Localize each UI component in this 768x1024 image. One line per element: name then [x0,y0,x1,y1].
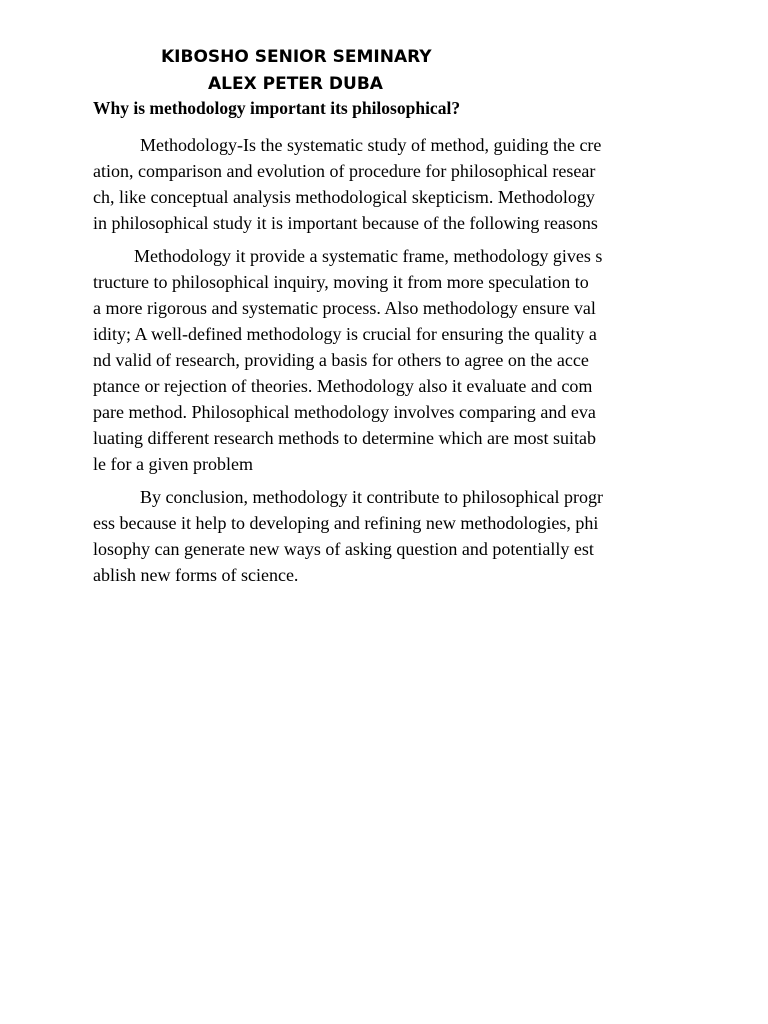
text-line: By conclusion, methodology it contribute to philosophical progr [140,487,603,507]
text-line: pare method. Philosophical methodology involves comparing and eva [93,402,596,422]
text-line: ation, comparison and evolution of procedure for philosophical resear [93,161,596,181]
text-line: a more rigorous and systematic process. Also methodology ensure val [93,298,596,318]
essay-question: Why is methodology important its philosophical? [93,98,461,118]
text-line: ch, like conceptual analysis methodological skepticism. Methodology [93,187,595,207]
paragraph-reasons [93,243,683,477]
text-line: losophy can generate new ways of asking question and potentially est [93,539,594,559]
text-line: luating different research methods to determine which are most suitab [93,428,597,448]
text-line: ess because it help to developing and refining new methodologies, phi [93,513,599,533]
text-line: Methodology-Is the systematic study of method, guiding the cre [140,135,602,155]
text-line: idity; A well-defined methodology is crucial for ensuring the quality a [93,324,597,344]
paragraph-definition [93,132,683,236]
text-line: ablish new forms of science. [93,565,299,585]
text-line: ptance or rejection of theories. Methodology also it evaluate and com [93,376,593,396]
paragraph-conclusion [93,484,683,588]
author-name: ALEX PETER DUBA [208,74,383,94]
school-name: KIBOSHO SENIOR SEMINARY [161,47,432,67]
text-line: nd valid of research, providing a basis for others to agree on the acce [93,350,589,370]
text-line: Methodology it provide a systematic frame, methodology gives s [134,246,603,266]
text-line: in philosophical study it is important because of the following reasons [93,213,598,233]
text-line: le for a given problem [93,454,253,474]
text-line: tructure to philosophical inquiry, moving it from more speculation to [93,272,589,292]
